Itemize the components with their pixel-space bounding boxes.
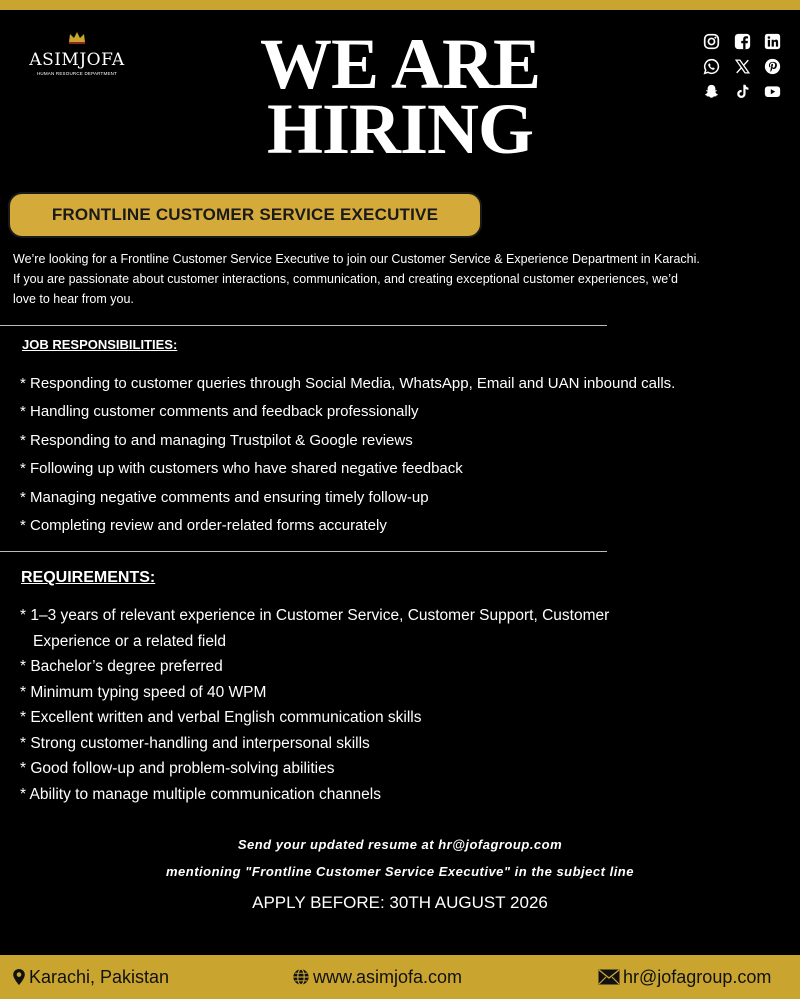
job-title-badge: [10, 194, 480, 236]
list-item: * 1–3 years of relevant experience in Customer Service, Customer Support, Customer: [20, 607, 610, 624]
list-item: * Following up with customers who have shared negative feedback: [20, 460, 463, 478]
list-item: * Excellent written and verbal English communication skills: [20, 709, 422, 726]
intro-paragraph: [13, 249, 753, 309]
list-item: * Bachelor’s degree preferred: [20, 658, 223, 675]
requirements-list: [20, 603, 720, 807]
email-link[interactable]: hr@jofagroup.com: [623, 966, 772, 987]
tiktok-icon[interactable]: [734, 83, 751, 100]
intro-line-3: love to hear from you.: [13, 292, 134, 306]
globe-icon: [292, 968, 310, 986]
divider-2: [0, 551, 607, 552]
responsibilities-title: JOB RESPONSIBILITIES:: [22, 337, 178, 352]
linkedin-icon[interactable]: [764, 33, 781, 50]
youtube-icon[interactable]: [764, 83, 781, 100]
responsibilities-list: [20, 370, 675, 540]
footer-location: [12, 955, 169, 999]
social-icons: [703, 33, 781, 108]
instagram-icon[interactable]: [703, 33, 720, 50]
whatsapp-icon[interactable]: [703, 58, 720, 75]
headline-line-2: HIRING: [266, 89, 534, 169]
apply-deadline: APPLY BEFORE: 30TH AUGUST 2026: [252, 893, 548, 912]
list-item-continuation: Experience or a related field: [33, 632, 227, 650]
list-item: * Completing review and order-related forms accurately: [20, 517, 387, 535]
logo-department: HUMAN RESOURCE DEPARTMENT: [36, 71, 118, 76]
list-item: * Minimum typing speed of 40 WPM: [20, 683, 267, 701]
footer-bar: [0, 955, 800, 999]
list-item: * Strong customer-handling and interpersonal skills: [20, 734, 370, 752]
apply-instruction-2: mentioning "Frontline Customer Service Executive" in the subject line: [166, 864, 634, 879]
location-pin-icon: [12, 968, 26, 986]
x-icon[interactable]: [734, 58, 751, 75]
job-title: FRONTLINE CUSTOMER SERVICE EXECUTIVE: [51, 205, 439, 224]
list-item: * Managing negative comments and ensuring timely follow-up: [20, 488, 429, 506]
apply-instruction-1: Send your updated resume at hr@jofagroup.com: [237, 837, 563, 852]
requirements-title: REQUIREMENTS:: [21, 569, 156, 586]
website-link[interactable]: www.asimjofa.com: [313, 966, 463, 987]
list-item: * Responding to and managing Trustpilot & Google reviews: [20, 431, 413, 449]
list-item: [20, 629, 720, 655]
footer-website[interactable]: [292, 955, 462, 999]
headline-line-1: WE ARE: [259, 24, 541, 104]
intro-line-1: We’re looking for a Frontline Customer Service Executive to join our Customer Service & Experience Department in Karachi.: [13, 252, 700, 266]
footer-email[interactable]: [598, 955, 771, 999]
list-item: * Good follow-up and problem-solving abilities: [20, 760, 335, 777]
list-item: * Ability to manage multiple communication channels: [20, 785, 381, 803]
top-accent-bar: [0, 0, 800, 10]
list-item: * Handling customer comments and feedback professionally: [20, 403, 419, 421]
divider-1: [0, 325, 607, 326]
mail-icon: [598, 969, 620, 985]
logo-name: ASIMJOFA: [29, 50, 125, 70]
list-item: * Responding to customer queries through Social Media, WhatsApp, Email and UAN inbound calls.: [20, 375, 676, 392]
facebook-icon[interactable]: [734, 33, 751, 50]
pinterest-icon[interactable]: [764, 58, 781, 75]
snapchat-icon[interactable]: [703, 83, 720, 100]
intro-line-2: If you are passionate about customer interactions, communication, and creating exceptional customer experiences, we’d: [13, 272, 678, 286]
location-text: Karachi, Pakistan: [29, 966, 170, 987]
